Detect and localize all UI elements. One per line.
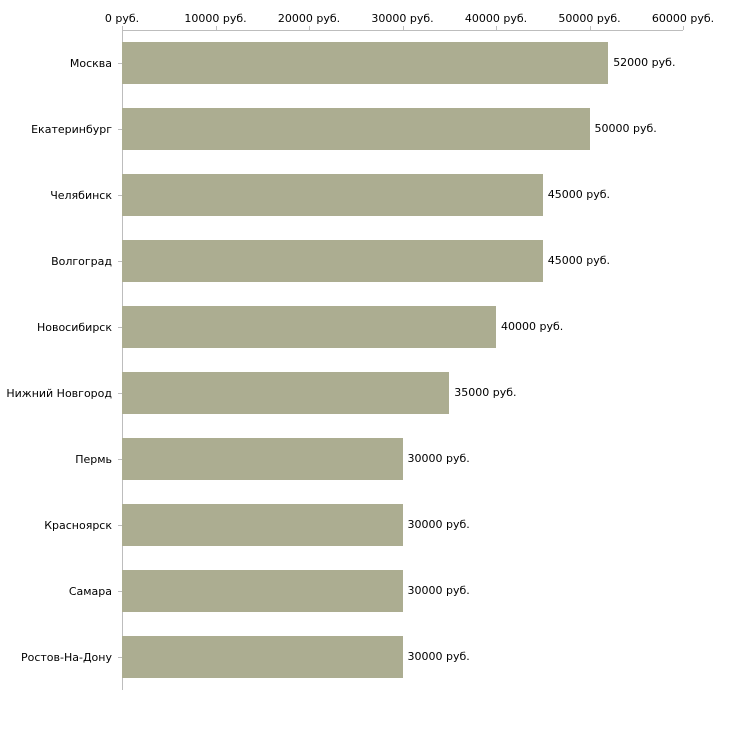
- bar-row: [122, 228, 683, 294]
- bar[interactable]: [122, 570, 403, 612]
- bar-value-label: 30000 руб.: [407, 452, 470, 465]
- bar-row: [122, 360, 683, 426]
- x-tick-label: 10000 руб.: [184, 12, 247, 25]
- x-tick-label: 60000 руб.: [651, 12, 715, 25]
- category-label: Ростов-На-Дону: [20, 650, 112, 664]
- bar[interactable]: [122, 42, 608, 84]
- category-label: Пермь: [75, 452, 112, 466]
- category-label: Волгоград: [51, 254, 112, 268]
- x-tick-mark: [683, 26, 684, 30]
- bar-value-label: 30000 руб.: [407, 650, 470, 663]
- category-label: Челябинск: [50, 188, 112, 202]
- bar-row: [122, 294, 683, 360]
- x-tick-label: 50000 руб.: [558, 12, 621, 25]
- x-tick-label: 40000 руб.: [464, 12, 528, 25]
- bar-row: [122, 624, 683, 690]
- bar[interactable]: [122, 108, 590, 150]
- category-label: Самара: [68, 584, 112, 598]
- category-label: Красноярск: [44, 518, 112, 532]
- category-label: Новосибирск: [36, 320, 112, 334]
- bar-row: [122, 426, 683, 492]
- bar[interactable]: [122, 504, 403, 546]
- bar-row: [122, 30, 683, 96]
- bar-value-label: 40000 руб.: [501, 320, 564, 333]
- bar-value-label: 35000 руб.: [454, 386, 517, 399]
- bar[interactable]: [122, 636, 403, 678]
- category-label: Нижний Новгород: [6, 386, 112, 400]
- bar[interactable]: [122, 438, 403, 480]
- bar-value-label: 45000 руб.: [547, 254, 611, 267]
- bar-value-label: 45000 руб.: [547, 188, 611, 201]
- bar[interactable]: [122, 306, 496, 348]
- bar-row: [122, 96, 683, 162]
- x-tick-label: 0 руб.: [104, 12, 140, 25]
- bar-row: [122, 492, 683, 558]
- bar[interactable]: [122, 240, 543, 282]
- x-tick-label: 20000 руб.: [277, 12, 341, 25]
- bar-value-label: 30000 руб.: [407, 518, 470, 531]
- category-label: Екатеринбург: [31, 122, 112, 136]
- bar[interactable]: [122, 372, 449, 414]
- bar-value-label: 50000 руб.: [594, 122, 657, 135]
- x-tick-label: 30000 руб.: [371, 12, 434, 25]
- plot-area: [122, 30, 683, 690]
- bar-row: [122, 558, 683, 624]
- bar[interactable]: [122, 174, 543, 216]
- bar-value-label: 30000 руб.: [407, 584, 470, 597]
- bar-value-label: 52000 руб.: [613, 56, 676, 69]
- bar-row: [122, 162, 683, 228]
- category-label: Москва: [69, 56, 112, 70]
